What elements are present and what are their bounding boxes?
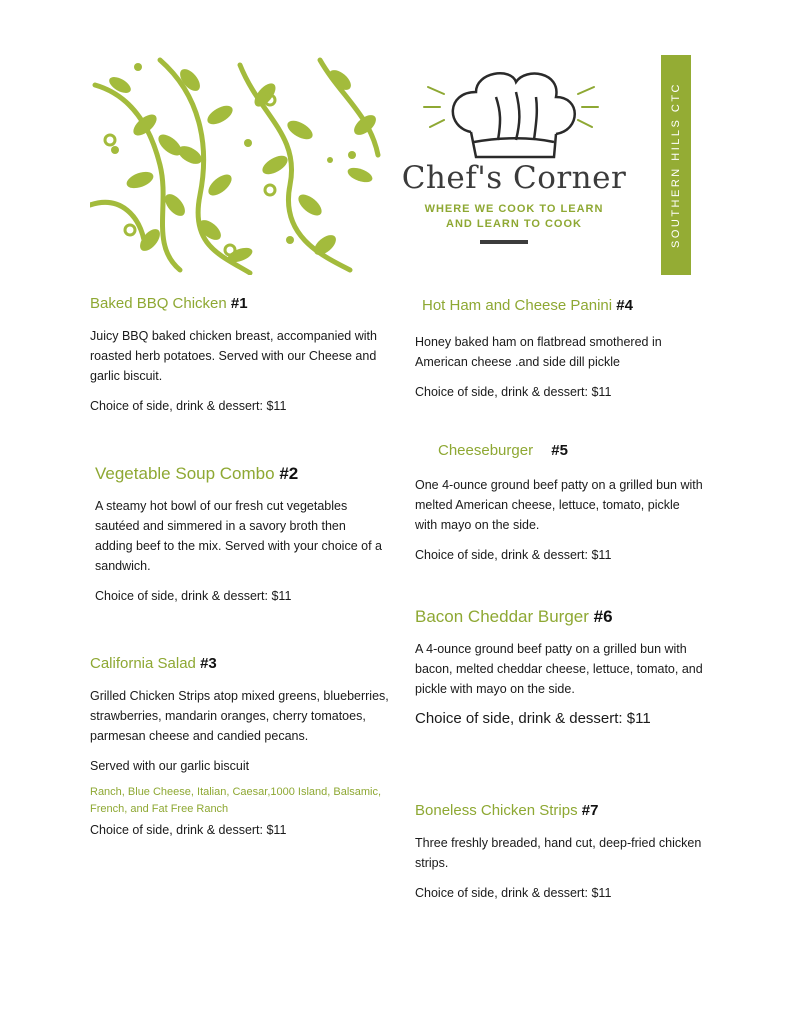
menu-item-title [438,441,698,461]
menu-item-title [90,654,390,674]
menu-item-4-body [415,320,705,402]
tagline [396,202,632,232]
menu-item-description: Grilled Chicken Strips atop mixed greens, blueberries, strawberries, mandarin oranges, cherry tomatoes, parmesan cheese and candied pecans. [90,689,389,743]
menu-item-title [90,294,390,314]
chefs-corner-logo [396,62,636,252]
menu-item-price: Choice of side, drink & dessert: $11 [415,886,612,900]
menu-item-description: Three freshly breaded, hand cut, deep-fried chicken strips. [415,836,702,870]
menu-item-number: #3 [200,655,217,672]
menu-item-5 [438,441,698,461]
menu-item-price: Choice of side, drink & dessert: $11 [90,399,287,413]
menu-item-title [415,801,705,821]
brand-name: Chef's Corner [401,160,627,196]
side-band-text: SOUTHERN HILLS CTC [670,81,682,249]
menu-item-number: #5 [551,442,568,459]
menu-item-price: Choice of side, drink & dessert: $11 [415,385,612,399]
menu-item-name: Vegetable Soup Combo [95,464,275,483]
menu-item-price: Choice of side, drink & dessert: $11 [95,589,292,603]
menu-item-5-body [415,463,705,565]
menu-item-description: Juicy BBQ baked chicken breast, accompanied with roasted herb potatoes. Served with our Cheese and garlic biscuit. [90,329,377,383]
menu-item-note: Served with our garlic biscuit [90,759,250,773]
menu-item-number: #6 [593,607,613,626]
tagline-line-1: WHERE WE COOK TO LEARN [424,203,604,215]
chef-hat-icon [416,62,606,162]
menu-item-price: Choice of side, drink & dessert: $11 [415,548,612,562]
menu-item-title [422,296,712,316]
menu-item-title [415,607,705,627]
menu-item-number: #1 [230,295,248,312]
menu-item-number: #7 [581,802,599,819]
menu-item-description: One 4-ounce ground beef patty on a grilled bun with melted American cheese, lettuce, tomato, pickle with mayo on the side. [415,478,703,532]
menu-item-price: Choice of side, drink & dessert: $11 [415,710,651,727]
menu-item-description: A steamy hot bowl of our fresh cut vegetables sautéed and simmered in a savory broth then adding beef to the mix. Served with your choice of a sandwich. [95,499,382,573]
vine-leaf-illustration [90,55,382,275]
menu-item-price: Choice of side, drink & dessert: $11 [90,823,287,837]
menu-item-description: Honey baked ham on flatbread smothered in American cheese .and side dill pickle [415,335,662,369]
menu-item-7 [415,801,705,903]
menu-item-6 [415,607,705,729]
tagline-line-2: AND LEARN TO COOK [446,218,582,230]
menu-item-title [95,464,385,484]
menu-item-name: Bacon Cheddar Burger [415,607,589,626]
menu-item-number: #4 [616,297,633,314]
side-band [661,55,691,275]
menu-item-name: Hot Ham and Cheese Panini [422,297,613,314]
menu-item-name: Boneless Chicken Strips [415,802,578,819]
menu-item-name: California Salad [90,655,196,672]
menu-item-name: Cheeseburger [438,442,534,459]
menu-item-number: #2 [279,464,299,483]
menu-item-3 [90,654,390,840]
menu-item-description: A 4-ounce ground beef patty on a grilled bun with bacon, melted cheddar cheese, lettuce, tomato, and pickle with mayo on the side. [415,642,703,696]
menu-item-1 [90,294,390,416]
logo-underline [480,240,528,244]
dressing-options: Ranch, Blue Cheese, Italian, Caesar,1000 Island, Balsamic, French, and Fat Free Ranch [90,786,382,815]
menu-item-2 [95,464,385,606]
menu-item-name: Baked BBQ Chicken [90,295,227,312]
menu-item-4 [422,296,712,316]
